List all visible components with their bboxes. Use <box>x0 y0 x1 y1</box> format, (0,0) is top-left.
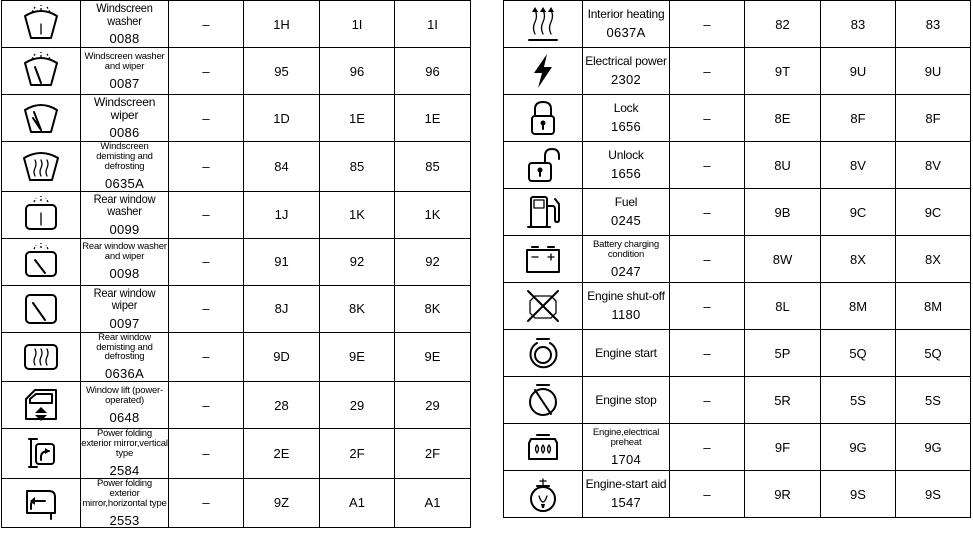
symbol-code: 0098 <box>109 266 140 282</box>
symbol-code: 1180 <box>611 306 641 322</box>
dash-cell: – <box>169 142 244 192</box>
symbol-code: 0247 <box>610 263 642 279</box>
symbol-name: Fuel <box>614 195 638 210</box>
value-cell: 9U <box>896 48 971 95</box>
value-cell: 9R <box>745 471 821 518</box>
engine-start-aid-icon <box>523 474 563 514</box>
symbol-cell <box>504 471 583 518</box>
dash-cell: – <box>670 283 745 330</box>
value-cell: 5Q <box>821 330 896 377</box>
engine-preheat-icon <box>523 427 563 467</box>
value-cell: A1 <box>320 478 395 528</box>
dash-cell: – <box>169 95 244 142</box>
value-cell: 2E <box>244 429 320 479</box>
symbol-code: 0245 <box>610 212 642 228</box>
table-row <box>504 48 971 95</box>
symbol-name-cell <box>583 142 670 189</box>
symbol-table-left <box>1 0 471 528</box>
symbol-name: Window lift (power-operated) <box>86 384 163 406</box>
value-cell: 9G <box>821 424 896 471</box>
symbol-name-cell <box>81 95 169 142</box>
symbol-name: Windscreen washer <box>96 1 153 28</box>
symbol-name-cell <box>81 142 169 192</box>
rear-window-demisting-icon <box>21 337 61 377</box>
value-cell: 8J <box>244 285 320 332</box>
battery-icon <box>523 239 563 279</box>
symbol-cell <box>2 285 81 332</box>
table-row <box>504 377 971 424</box>
symbol-name-cell <box>583 48 670 95</box>
symbol-name: Rear window demisting and defrosting <box>96 331 153 363</box>
symbol-code: 2553 <box>109 512 140 528</box>
symbol-name-cell <box>81 478 169 528</box>
windscreen-washer-icon <box>21 4 61 44</box>
value-cell: 85 <box>395 142 471 192</box>
table-row <box>504 283 971 330</box>
value-cell: 96 <box>320 48 395 95</box>
symbol-name: Rear window washer and wiper <box>82 241 167 263</box>
symbol-cell <box>2 238 81 285</box>
symbol-name-cell <box>81 285 169 332</box>
table-row <box>2 142 471 192</box>
dash-cell: – <box>169 238 244 285</box>
value-cell: 84 <box>244 142 320 192</box>
value-cell: 8M <box>896 283 971 330</box>
symbol-name-cell <box>81 382 169 429</box>
symbol-name: Unlock <box>608 148 644 163</box>
rear-window-washer-wiper-icon <box>21 242 61 282</box>
symbol-cell <box>504 377 583 424</box>
value-cell: 9G <box>896 424 971 471</box>
symbol-cell <box>2 95 81 142</box>
table-row <box>2 1 471 48</box>
symbol-name: Electrical power <box>585 54 667 69</box>
dash-cell: – <box>169 478 244 528</box>
fuel-icon <box>523 192 563 232</box>
symbol-cell <box>2 1 81 48</box>
symbol-code: 0086 <box>109 125 140 141</box>
symbol-name: Windscreen washer and wiper <box>84 50 165 72</box>
value-cell: 9C <box>821 189 896 236</box>
mirror-vertical-fold-icon <box>21 433 61 473</box>
symbol-name-cell <box>583 377 670 424</box>
value-cell: 95 <box>244 48 320 95</box>
value-cell: A1 <box>395 478 471 528</box>
table-row <box>504 424 971 471</box>
value-cell: 96 <box>395 48 471 95</box>
value-cell: 2F <box>395 429 471 479</box>
dash-cell: – <box>670 189 745 236</box>
dash-cell: – <box>169 191 244 238</box>
value-cell: 85 <box>320 142 395 192</box>
windscreen-wiper-icon <box>21 98 61 138</box>
value-cell: 8X <box>821 236 896 283</box>
table-row <box>504 189 971 236</box>
symbol-name-cell <box>583 471 670 518</box>
value-cell: 9S <box>821 471 896 518</box>
value-cell: 1H <box>244 1 320 48</box>
symbol-name-cell <box>583 283 670 330</box>
value-cell: 8V <box>821 142 896 189</box>
table-row <box>2 332 471 382</box>
dash-cell: – <box>670 471 745 518</box>
symbol-name-cell <box>81 429 169 479</box>
symbol-code: 0087 <box>109 75 140 91</box>
value-cell: 8K <box>395 285 471 332</box>
table-row <box>2 48 471 95</box>
symbol-name: Engine shut-off <box>587 289 665 304</box>
window-lift-icon <box>21 385 61 425</box>
value-cell: 9B <box>745 189 821 236</box>
windscreen-demisting-icon <box>21 146 61 186</box>
symbol-table-right <box>503 0 971 518</box>
value-cell: 8K <box>320 285 395 332</box>
value-cell: 9T <box>745 48 821 95</box>
dash-cell: – <box>169 382 244 429</box>
dash-cell: – <box>169 1 244 48</box>
value-cell: 29 <box>320 382 395 429</box>
value-cell: 1D <box>244 95 320 142</box>
symbol-code: 0635A <box>104 175 145 191</box>
engine-shutoff-icon <box>523 286 563 326</box>
mirror-horizontal-fold-icon <box>21 483 61 523</box>
symbol-code: 2584 <box>109 463 140 478</box>
value-cell: 83 <box>821 1 896 48</box>
value-cell: 8F <box>821 95 896 142</box>
table-row <box>504 95 971 142</box>
symbol-name-cell <box>583 330 670 377</box>
value-cell: 1K <box>395 191 471 238</box>
value-cell: 1J <box>244 191 320 238</box>
dash-cell: – <box>670 1 745 48</box>
lock-icon <box>523 98 563 138</box>
dash-cell: – <box>169 429 244 479</box>
symbol-code: 0636A <box>104 366 145 382</box>
table-row <box>2 478 471 528</box>
symbol-name: Engine,electrical preheat <box>592 426 660 448</box>
value-cell: 83 <box>896 1 971 48</box>
value-cell: 9C <box>896 189 971 236</box>
value-cell: 91 <box>244 238 320 285</box>
value-cell: 92 <box>395 238 471 285</box>
symbol-cell <box>504 189 583 236</box>
symbol-name-cell <box>583 189 670 236</box>
value-cell: 2F <box>320 429 395 479</box>
dash-cell: – <box>670 424 745 471</box>
engine-stop-icon <box>523 380 563 420</box>
table-row <box>2 95 471 142</box>
symbol-name: Power folding exterior mirror,horizontal type <box>82 477 167 509</box>
symbol-code: 1656 <box>610 118 642 134</box>
symbol-code: 1704 <box>610 451 642 467</box>
symbol-name-cell <box>583 1 670 48</box>
symbol-cell <box>2 191 81 238</box>
symbol-cell <box>504 283 583 330</box>
symbol-cell <box>504 95 583 142</box>
value-cell: 1I <box>395 1 471 48</box>
value-cell: 1E <box>320 95 395 142</box>
symbol-name: Power folding exterior mirror,vertical type <box>81 428 168 460</box>
symbol-code: 0097 <box>109 315 140 331</box>
value-cell: 1K <box>320 191 395 238</box>
table-row <box>2 382 471 429</box>
value-cell: 82 <box>745 1 821 48</box>
symbol-name: Interior heating <box>587 7 665 22</box>
rear-window-wiper-icon <box>21 289 61 329</box>
dash-cell: – <box>169 332 244 382</box>
table-row <box>504 236 971 283</box>
dash-cell: – <box>670 142 745 189</box>
value-cell: 9F <box>745 424 821 471</box>
symbol-code: 0088 <box>109 31 140 47</box>
symbol-code: 1656 <box>610 165 642 181</box>
value-cell: 9D <box>244 332 320 382</box>
unlock-icon <box>523 145 563 185</box>
symbol-name: Engine-start aid <box>585 477 667 492</box>
windscreen-washer-wiper-icon <box>21 51 61 91</box>
symbol-name: Rear window washer <box>93 191 156 219</box>
symbol-code: 0099 <box>109 221 140 237</box>
symbol-cell <box>504 142 583 189</box>
value-cell: 5S <box>821 377 896 424</box>
symbol-name-cell <box>81 1 169 48</box>
value-cell: 9E <box>395 332 471 382</box>
symbol-cell <box>504 1 583 48</box>
symbol-name-cell <box>81 191 169 238</box>
value-cell: 28 <box>244 382 320 429</box>
symbol-cell <box>2 382 81 429</box>
symbol-code: 1547 <box>610 494 642 510</box>
symbol-name-cell <box>583 236 670 283</box>
value-cell: 9Z <box>244 478 320 528</box>
symbol-cell <box>504 48 583 95</box>
symbol-name: Windscreen wiper <box>93 95 156 122</box>
interior-heating-icon <box>523 4 563 44</box>
electrical-power-icon <box>523 51 563 91</box>
rear-window-washer-icon <box>21 195 61 235</box>
value-cell: 8X <box>896 236 971 283</box>
table-row <box>504 471 971 518</box>
table-row <box>2 429 471 479</box>
value-cell: 9U <box>821 48 896 95</box>
value-cell: 29 <box>395 382 471 429</box>
symbol-code: 0648 <box>109 409 140 425</box>
dash-cell: – <box>670 330 745 377</box>
symbol-name-cell <box>583 95 670 142</box>
symbol-name: Rear window wiper <box>93 285 156 313</box>
dash-cell: – <box>670 95 745 142</box>
value-cell: 9S <box>896 471 971 518</box>
table-row <box>2 285 471 332</box>
engine-start-icon <box>523 333 563 373</box>
symbol-name-cell <box>81 238 169 285</box>
value-cell: 8E <box>745 95 821 142</box>
symbol-code: 0637A <box>606 24 646 40</box>
value-cell: 5S <box>896 377 971 424</box>
symbol-cell <box>504 330 583 377</box>
value-cell: 1E <box>395 95 471 142</box>
symbol-name: Lock <box>613 101 639 116</box>
symbol-cell <box>2 478 81 528</box>
value-cell: 8W <box>745 236 821 283</box>
table-row <box>504 330 971 377</box>
value-cell: 5P <box>745 330 821 377</box>
value-cell: 1I <box>320 1 395 48</box>
value-cell: 5Q <box>896 330 971 377</box>
dash-cell: – <box>670 236 745 283</box>
symbol-name-cell <box>583 424 670 471</box>
table-row <box>504 142 971 189</box>
table-row <box>2 191 471 238</box>
symbol-name: Engine start <box>595 345 657 360</box>
dash-cell: – <box>169 48 244 95</box>
symbol-name-cell <box>81 332 169 382</box>
symbol-name: Battery charging condition <box>593 238 659 260</box>
value-cell: 8U <box>745 142 821 189</box>
value-cell: 5R <box>745 377 821 424</box>
symbol-name-cell <box>81 48 169 95</box>
symbol-cell <box>2 142 81 192</box>
symbol-cell <box>2 332 81 382</box>
dash-cell: – <box>670 48 745 95</box>
symbol-name: Windscreen demisting and defrosting <box>96 141 153 172</box>
value-cell: 92 <box>320 238 395 285</box>
symbol-cell <box>2 48 81 95</box>
symbol-name: Engine stop <box>595 392 657 407</box>
value-cell: 8F <box>896 95 971 142</box>
value-cell: 8V <box>896 142 971 189</box>
dash-cell: – <box>169 285 244 332</box>
value-cell: 8M <box>821 283 896 330</box>
value-cell: 8L <box>745 283 821 330</box>
symbol-cell <box>504 424 583 471</box>
table-row <box>2 238 471 285</box>
value-cell: 9E <box>320 332 395 382</box>
symbol-cell <box>504 236 583 283</box>
symbol-code: 2302 <box>610 71 642 87</box>
symbol-cell <box>2 429 81 479</box>
table-row <box>504 1 971 48</box>
dash-cell: – <box>670 377 745 424</box>
